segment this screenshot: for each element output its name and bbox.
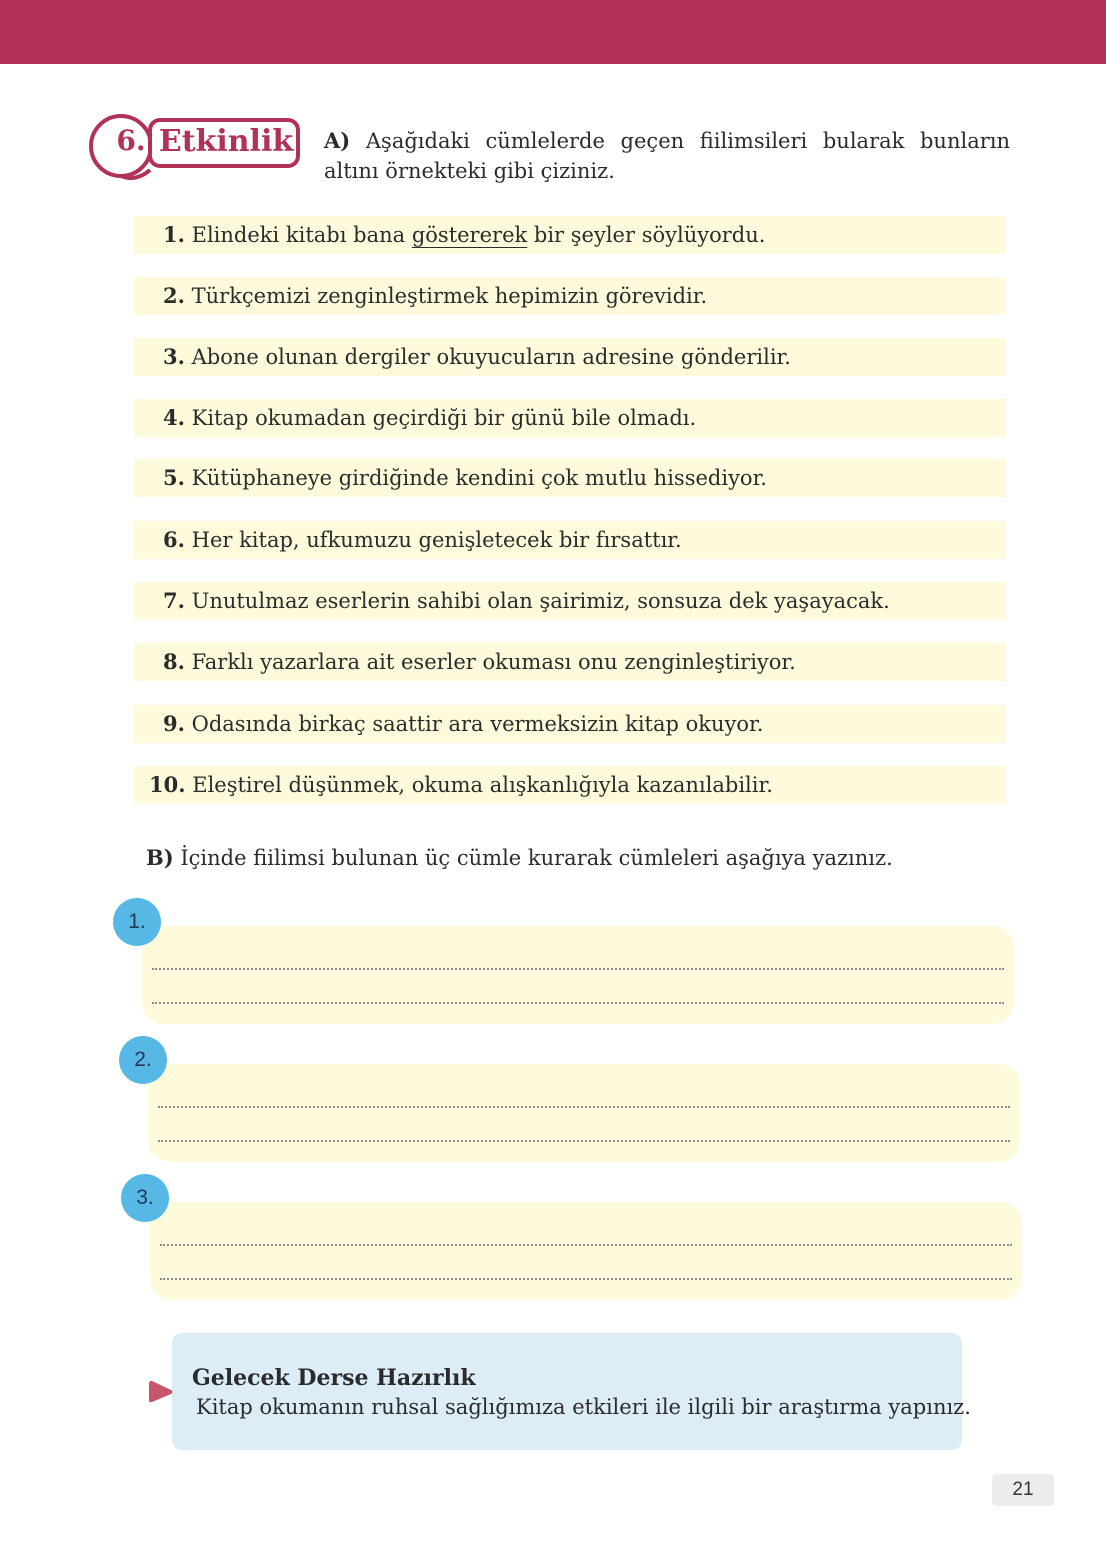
sentence-body: Elindeki kitabı bana <box>191 223 412 247</box>
part-a-label: A) <box>324 128 351 153</box>
sentence-number: 3. <box>163 344 185 369</box>
sentence-number: 1. <box>163 222 185 247</box>
part-b-text: İçinde fiilimsi bulunan üç cümle kurarak cümleleri aşağıya yazınız. <box>180 846 893 870</box>
part-b-label: B) <box>146 845 174 870</box>
part-a-text: Aşağıdaki cümlelerde geçen fiilimsileri bularak bunların altını örnekteki gibi çiziniz. <box>324 129 1010 183</box>
sentence-number: 5. <box>163 465 185 490</box>
answer-line[interactable] <box>160 1278 1012 1280</box>
answer-line[interactable] <box>158 1106 1010 1108</box>
sentence-text <box>163 711 763 736</box>
sentence-row <box>134 582 1006 620</box>
sentence-body: Eleştirel düşünmek, okuma alışkanlığıyla kazanılabilir. <box>192 773 773 797</box>
sentence-body: Abone olunan dergiler okuyucuların adresine gönderilir. <box>191 345 791 369</box>
sentence-number: 6. <box>163 527 185 552</box>
sentence-body: Farklı yazarlara ait eserler okuması onu zenginleştiriyor. <box>191 650 796 674</box>
sentence-text <box>163 527 682 552</box>
sentence-row <box>134 338 1006 376</box>
sentence-row <box>134 705 1006 743</box>
next-lesson-box <box>172 1333 971 1450</box>
sentence-row <box>134 521 1006 559</box>
sentence-text <box>163 465 767 490</box>
underlined-verbal: göstererek <box>411 223 528 247</box>
sentence-text <box>163 222 765 247</box>
answer-number-badge: 2. <box>119 1036 167 1084</box>
sentence-text <box>163 344 791 369</box>
sentence-text <box>149 772 773 797</box>
part-b-instruction <box>146 845 893 870</box>
sentence-number: 10. <box>149 772 186 797</box>
sentence-row <box>134 643 1006 681</box>
sentence-text <box>163 405 696 430</box>
activity-number: 6. <box>116 124 146 157</box>
sentence-body: Kitap okumadan geçirdiği bir günü bile olmadı. <box>191 406 697 430</box>
answer-line[interactable] <box>152 968 1004 970</box>
answer-box-2[interactable] <box>148 1064 1020 1162</box>
sentence-body: Unutulmaz eserlerin sahibi olan şairimiz, sonsuza dek yaşayacak. <box>191 589 890 613</box>
activity-title: Etkinlik <box>158 124 294 159</box>
sentence-text <box>163 588 890 613</box>
sentence-body: Odasında birkaç saattir ara vermeksizin kitap okuyor. <box>191 712 764 736</box>
answer-line[interactable] <box>152 1002 1004 1004</box>
sentence-text <box>163 649 796 674</box>
next-lesson-title: Gelecek Derse Hazırlık <box>192 1365 476 1391</box>
sentence-row <box>134 399 1006 437</box>
answer-box-3[interactable] <box>150 1202 1022 1300</box>
sentence-body-end: bir şeyler söylüyordu. <box>527 223 766 247</box>
answer-line[interactable] <box>160 1244 1012 1246</box>
next-lesson-text: Kitap okumanın ruhsal sağlığımıza etkileri ile ilgili bir araştırma yapınız. <box>196 1395 971 1419</box>
sentence-number: 8. <box>163 649 185 674</box>
answer-line[interactable] <box>158 1140 1010 1142</box>
play-arrow-icon <box>148 1378 174 1406</box>
sentence-number: 9. <box>163 711 185 736</box>
answer-number-badge: 1. <box>113 898 161 946</box>
sentence-body: Kütüphaneye girdiğinde kendini çok mutlu hissediyor. <box>191 466 767 490</box>
sentence-number: 7. <box>163 588 185 613</box>
sentence-row <box>134 216 1006 254</box>
answer-box-1[interactable] <box>142 926 1014 1024</box>
sentence-body: Her kitap, ufkumuzu genişletecek bir fırsattır. <box>191 528 682 552</box>
activity-badge <box>88 114 302 184</box>
sentence-row <box>134 277 1006 315</box>
sentence-body: Türkçemizi zenginleştirmek hepimizin görevidir. <box>191 284 708 308</box>
answer-number-badge: 3. <box>121 1174 169 1222</box>
sentence-row <box>134 766 1006 804</box>
top-color-band <box>0 0 1106 64</box>
sentence-number: 2. <box>163 283 185 308</box>
sentence-number: 4. <box>163 405 185 430</box>
sentence-row <box>134 459 1006 497</box>
page-number: 21 <box>992 1474 1054 1506</box>
part-a-instruction <box>324 126 1010 186</box>
sentence-text <box>163 283 707 308</box>
